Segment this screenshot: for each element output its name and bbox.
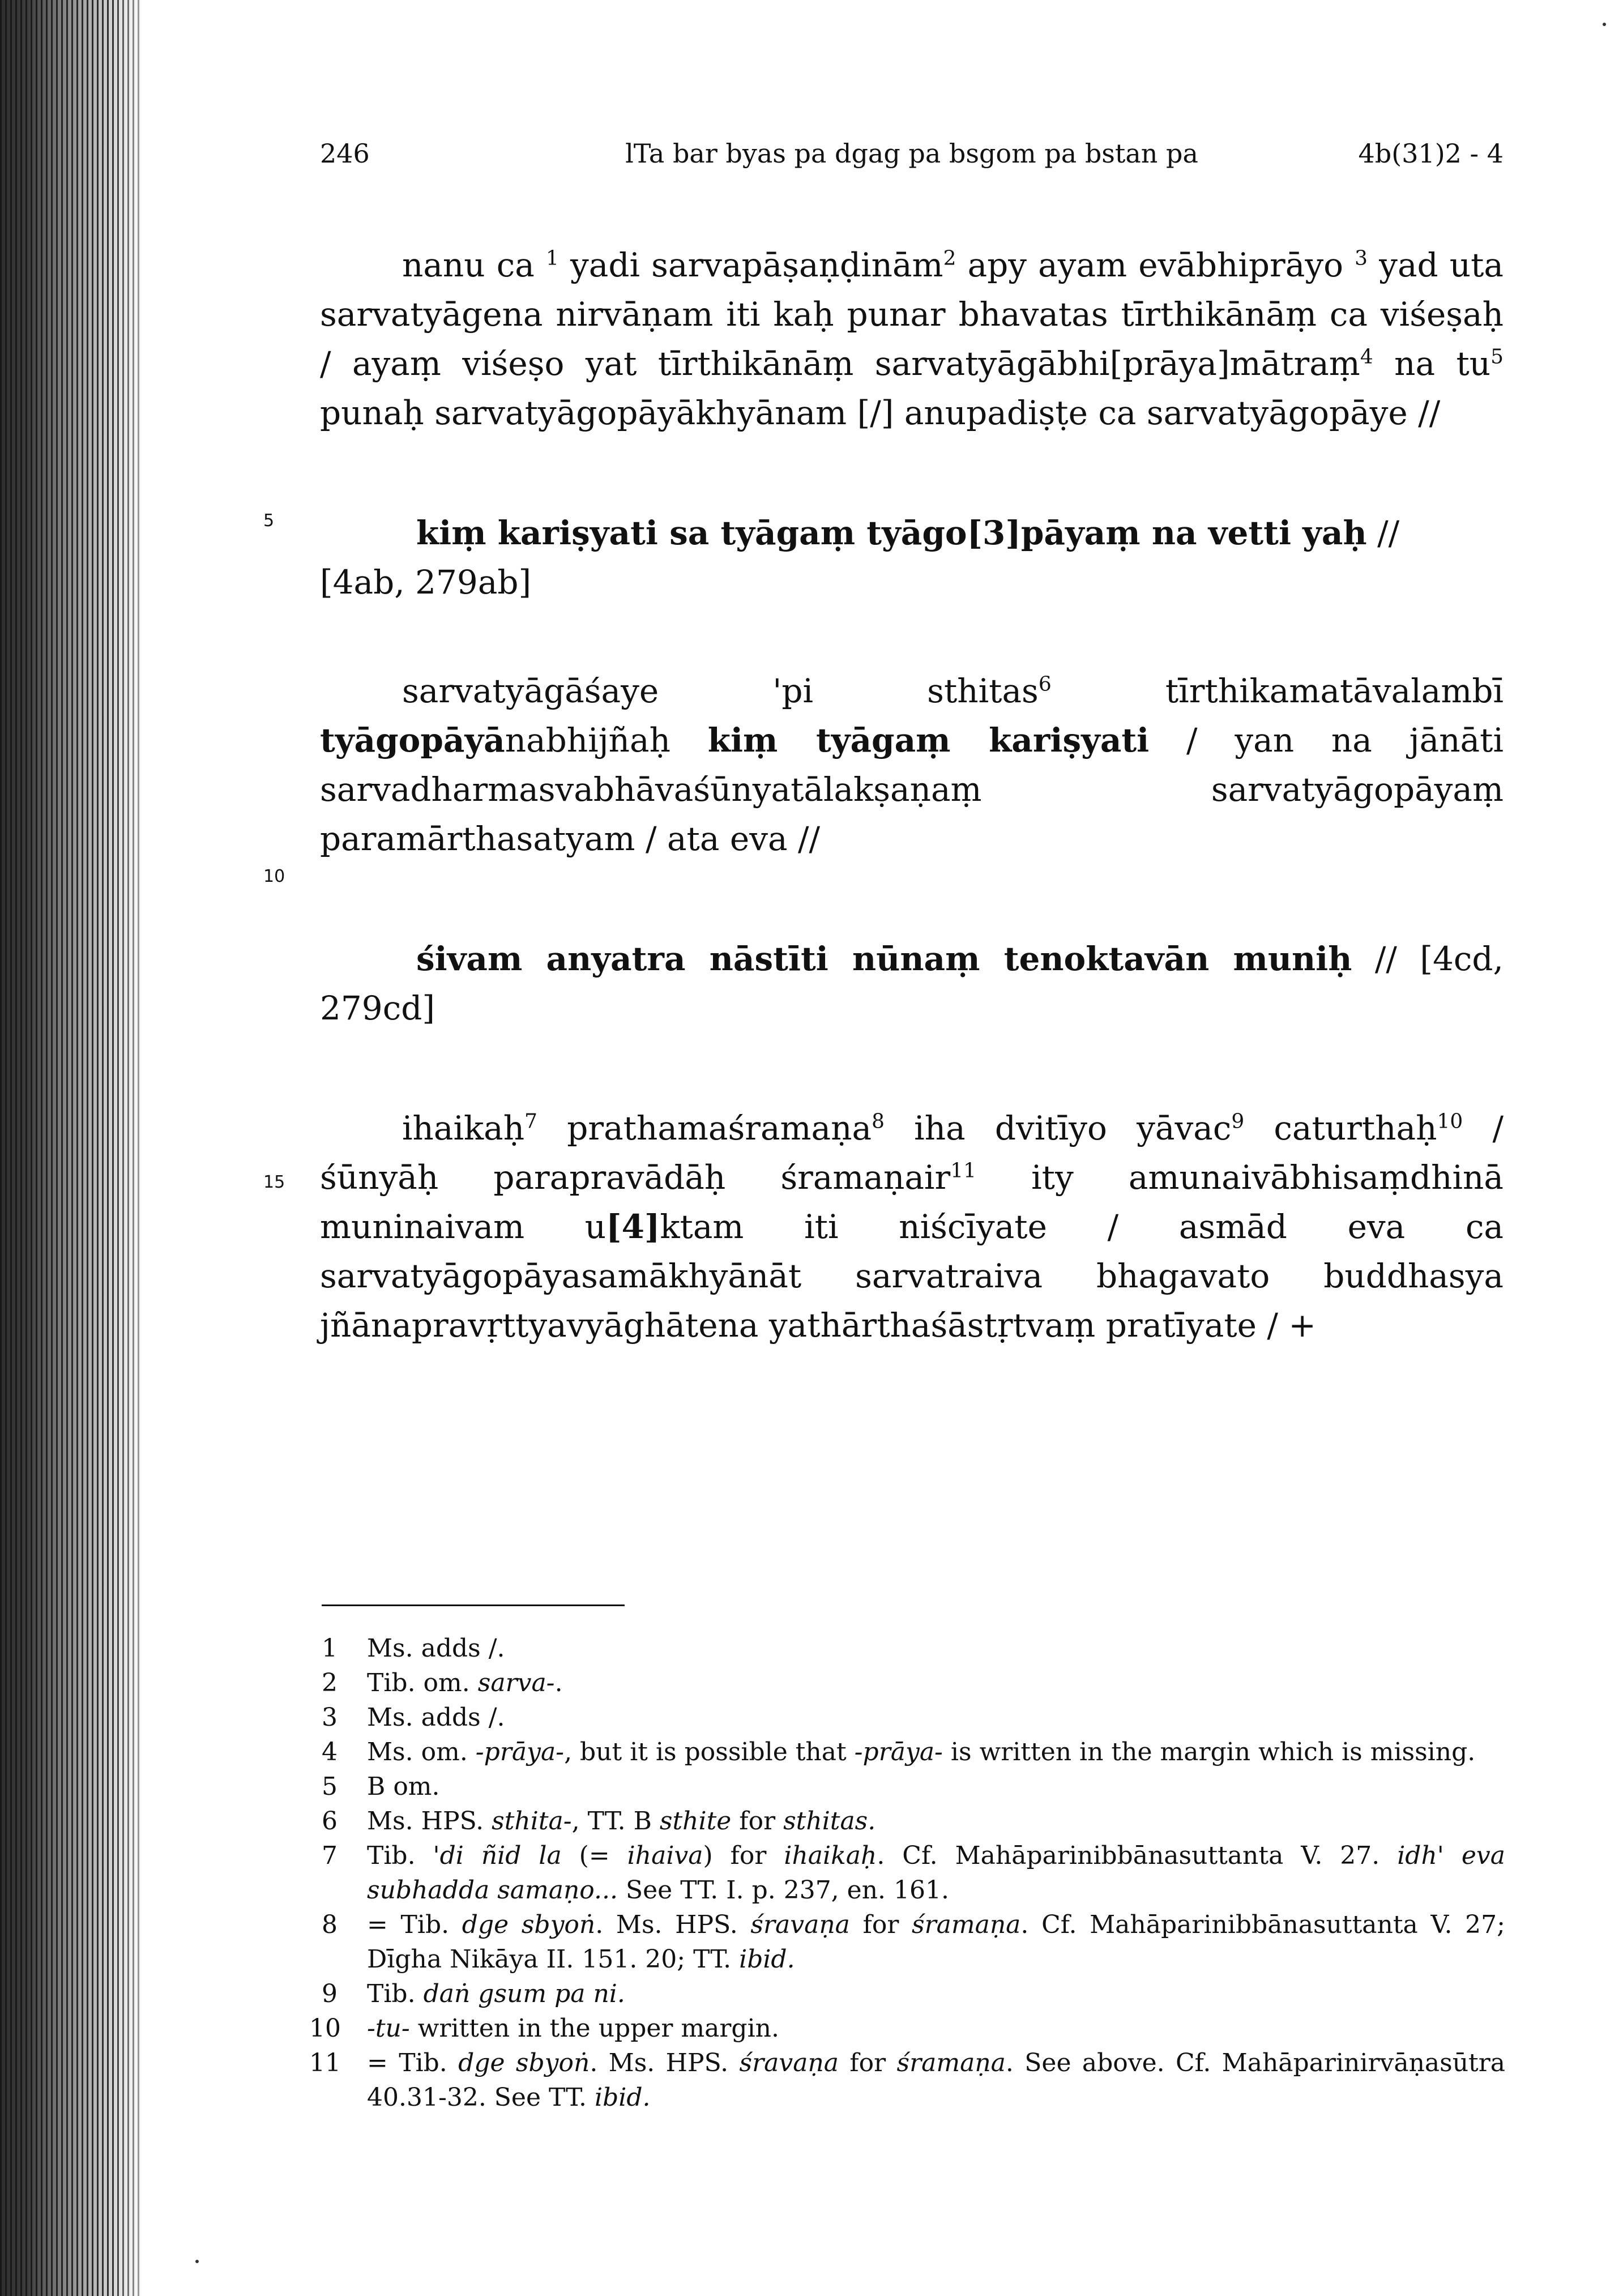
line-number: 15 — [263, 1172, 285, 1192]
footnote-ref: 1 — [545, 246, 559, 270]
footnote-ref: 11 — [950, 1159, 976, 1183]
line-number: 10 — [263, 867, 285, 886]
footnote-8: 8 = Tib. dge sbyoṅ. Ms. HPS. śravaṇa for śramaṇa. Cf. Mahāparinibbānasuttanta V. 27; Dīgha Nikāya II. 151. 20; TT. ibid. — [322, 1910, 1505, 1974]
footnote-3: 3 Ms. adds /. — [322, 1703, 505, 1732]
footnote-9: 9 Tib. daṅ gsum pa ni. — [322, 1979, 625, 2008]
scan-speck — [1603, 23, 1606, 26]
page-number: 246 — [320, 138, 370, 169]
footnote-2: 2 Tib. om. sarva-. — [322, 1668, 563, 1697]
footnote-10: 10 -tu- written in the upper margin. — [309, 2014, 779, 2043]
footnote-ref: 9 — [1231, 1109, 1245, 1133]
paragraph-2: sarvatyāgāśaye 'pi sthitas$^6$ tīrthikamatāvalambī tyāgopāyānabhijñaḥ kiṃ tyāgaṃ kariṣyati / yan na jānāti sarvadharmasvabhāvaśūnyatālakṣaṇaṃ sarvatyāgopāyaṃ paramārthasatyam / ata eva // — [320, 672, 1504, 858]
main-text — [320, 241, 1504, 1350]
binding-fade — [113, 0, 164, 2296]
footnote-ref: 8 — [872, 1109, 885, 1133]
running-header — [320, 134, 1504, 173]
footnote-ref: 10 — [1437, 1109, 1463, 1133]
footnote-ref: 3 — [1355, 246, 1368, 270]
footnote-11: 11 = Tib. dge sbyoṅ. Ms. HPS. śravaṇa for śramaṇa. See above. Cf. Mahāparinirvāṇasūtra 40.31-32. See TT. ibid. — [309, 2049, 1506, 2112]
scan-speck — [195, 2260, 199, 2263]
footnote-ref: 2 — [943, 246, 956, 270]
footnote-ref: 7 — [524, 1109, 537, 1133]
footnote-7: 7 Tib. 'di ñid la (= ihaiva) for ihaikaḥ. Cf. Mahāparinibbānasuttanta V. 27. idh' eva subhadda samaṇo... See TT. I. p. 237, en. 161. — [322, 1841, 1505, 1905]
footnote-5: 5 B om. — [322, 1772, 440, 1801]
line-number: 5 — [263, 511, 275, 531]
running-title: lTa bar byas pa dgag pa bsgom pa bstan pa — [625, 138, 1198, 169]
footnote-1: 1 Ms. adds /. — [322, 1634, 505, 1663]
footnote-rule — [322, 1604, 625, 1606]
footnote-4: 4 Ms. om. -prāya-, but it is possible that -prāya- is written in the margin which is missing. — [322, 1738, 1476, 1766]
footnote-6: 6 Ms. HPS. sthita-, TT. B sthite for sthitas. — [322, 1807, 876, 1836]
footnotes — [309, 1631, 1506, 2115]
footnote-ref: 4 — [1360, 345, 1373, 369]
footnote-ref: 5 — [1490, 345, 1504, 369]
verse-4cd: śivam anyatra nāstīti nūnaṃ tenoktavān muniḥ // [4cd, 279cd] — [320, 940, 1504, 1027]
folio-reference: 4b(31)2 - 4 — [1358, 138, 1504, 169]
paragraph-1: nanu ca $^1$ yadi sarvapāṣaṇḍinām$^2$ apy ayam evābhiprāyo $^3$ yad uta sarvatyāgena nirvāṇam iti kaḥ punar bhavatas tīrthikānāṃ ca viśeṣaḥ / ayaṃ viśeṣo yat tīrthikānāṃ sarvatyāgābhi[prāya]mātraṃ$^4$ na $tu^5$ punaḥ sarvatyāgopāyākhyānam [/] anupadiṣṭe ca sarvatyāgopāye // — [320, 246, 1504, 432]
verse-reference: [4ab, 279ab] — [320, 563, 532, 601]
paragraph-3: ihaikaḥ$^7$ prathamaśramaṇa$^8$ iha dvitīyo yāvac$^9$ caturthaḥ$^{10}$ / śūnyāḥ parapravādāḥ śramaṇair$^{11}$ ity amunaivābhisaṃdhinā muninaivam u[4]ktam iti niścīyate / asmād eva ca sarvatyāgopāyasamākhyānāt sarvatraiva bhagavato buddhasya jñānapravṛttyavyāghātena yathārthaśāstṛtvaṃ pratīyate / + — [320, 1109, 1504, 1345]
verse-4ab: kiṃ kariṣyati sa tyāgaṃ tyāgo[3]pāyaṃ na vetti yaḥ // — [416, 514, 1400, 552]
footnote-ref: 6 — [1038, 672, 1052, 696]
